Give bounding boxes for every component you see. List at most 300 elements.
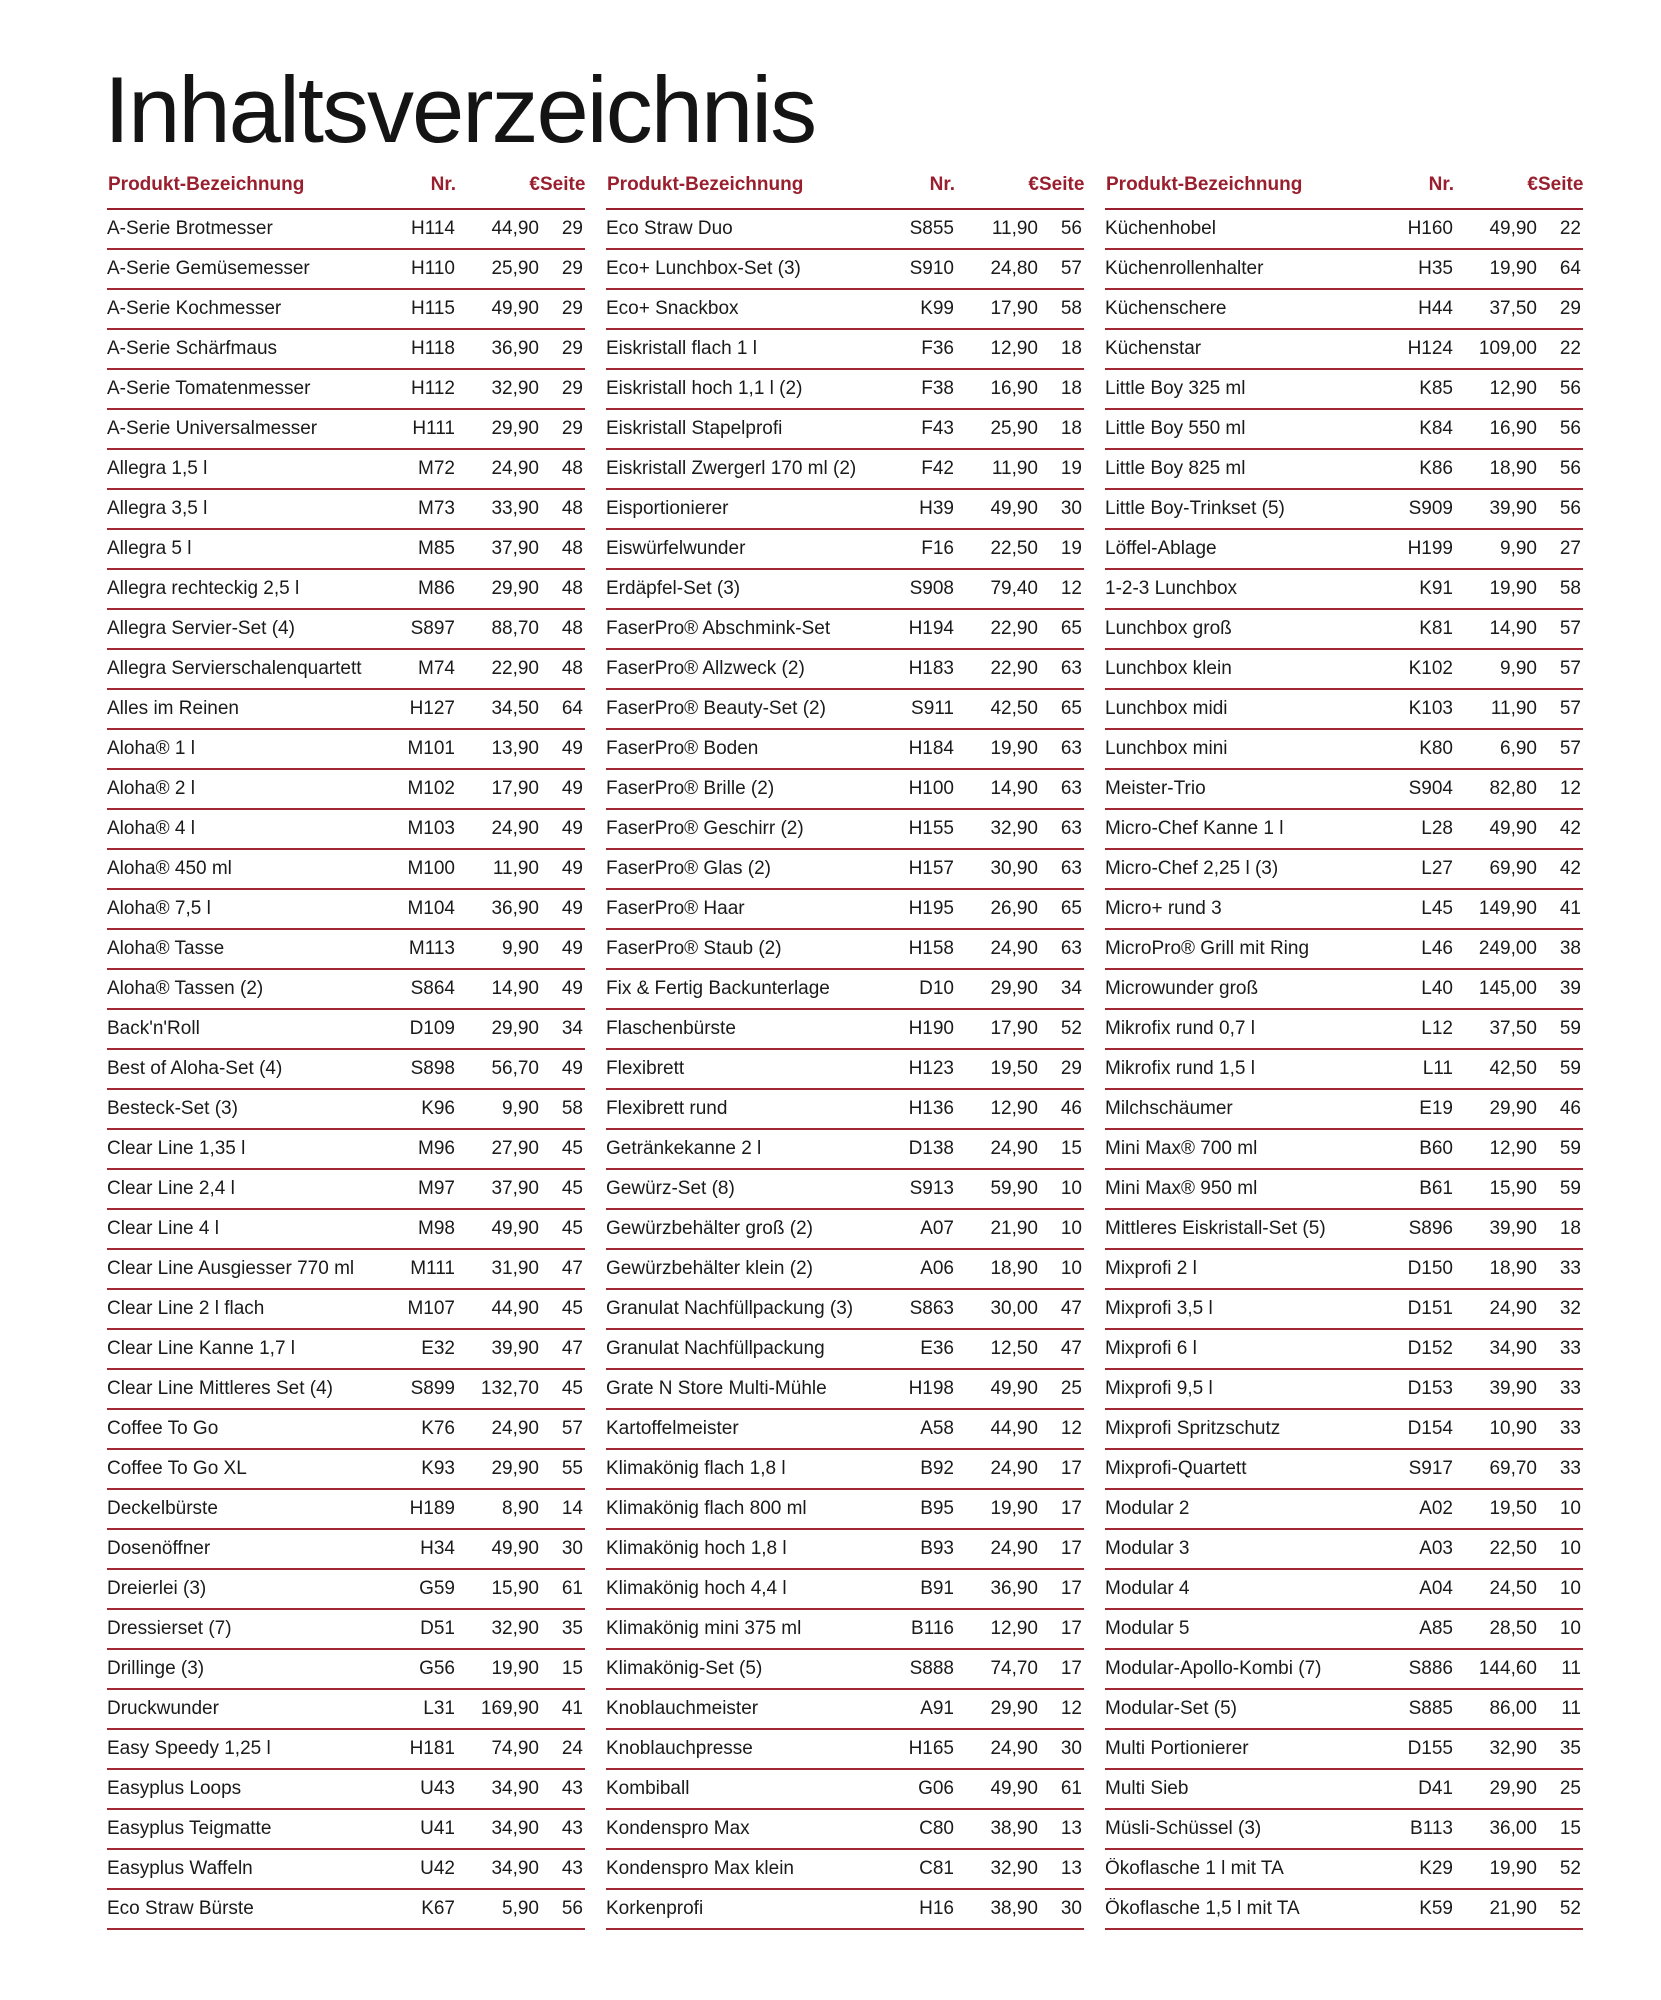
catalog-page: 43 (561, 1858, 583, 1879)
product-number: H198 (908, 1378, 954, 1399)
catalog-page: 39 (1559, 978, 1581, 999)
table-row (107, 1570, 585, 1610)
product-number: C81 (919, 1858, 954, 1879)
product-price: 82,80 (1489, 778, 1537, 799)
catalog-page: 46 (1060, 1098, 1082, 1119)
table-row (107, 450, 585, 490)
table-row (1105, 930, 1583, 970)
table-row (107, 1890, 585, 1930)
catalog-page: 43 (561, 1778, 583, 1799)
table-row (606, 1850, 1084, 1890)
catalog-page: 52 (1060, 1018, 1082, 1039)
table-row (1105, 1490, 1583, 1530)
product-number: S909 (1408, 498, 1453, 519)
product-name: Micro-Chef 2,25 l (3) (1105, 858, 1279, 879)
product-price: 11,90 (1490, 698, 1537, 719)
product-number: C80 (919, 1818, 954, 1839)
catalog-page: 63 (1060, 858, 1082, 879)
product-name: Klimakönig hoch 4,4 l (606, 1578, 787, 1599)
product-number: B113 (1410, 1818, 1453, 1839)
catalog-page: 47 (561, 1258, 583, 1279)
product-number: M85 (418, 538, 455, 559)
catalog-page: 41 (1559, 898, 1581, 919)
product-number: S888 (909, 1658, 954, 1679)
product-number: F43 (921, 418, 954, 439)
product-price: 59,90 (990, 1178, 1038, 1199)
catalog-page: 18 (1060, 418, 1082, 439)
product-name: Deckelbürste (107, 1498, 218, 1519)
catalog-page: 42 (1559, 858, 1581, 879)
product-price: 12,90 (990, 1098, 1038, 1119)
product-price: 86,00 (1489, 1698, 1537, 1719)
table-row (107, 1730, 585, 1770)
product-number: K76 (421, 1418, 455, 1439)
product-price: 9,90 (502, 1098, 539, 1119)
product-price: 19,50 (990, 1058, 1038, 1079)
product-price: 32,90 (1489, 1738, 1537, 1759)
product-number: H39 (919, 498, 954, 519)
catalog-page: 30 (561, 1538, 583, 1559)
product-name: A-Serie Tomatenmesser (107, 378, 311, 399)
product-number: H183 (908, 658, 954, 679)
product-number: K59 (1419, 1898, 1453, 1919)
product-name: Easyplus Loops (107, 1778, 242, 1799)
product-name: Klimakönig-Set (5) (606, 1658, 763, 1679)
product-name: Aloha® 450 ml (107, 858, 232, 879)
product-number: H184 (908, 738, 954, 759)
product-name: Modular 5 (1105, 1618, 1190, 1639)
product-name: FaserPro® Haar (606, 898, 745, 919)
product-number: H34 (420, 1538, 455, 1559)
table-row (1105, 610, 1583, 650)
table-row (606, 1810, 1084, 1850)
product-price: 11,90 (991, 218, 1038, 239)
table-row (606, 730, 1084, 770)
table-row (606, 650, 1084, 690)
product-number: H189 (409, 1498, 455, 1519)
product-price: 17,90 (491, 778, 539, 799)
catalog-page: 29 (561, 258, 583, 279)
product-name: Best of Aloha-Set (4) (107, 1058, 283, 1079)
table-row (107, 1370, 585, 1410)
catalog-page: 24 (561, 1738, 583, 1759)
catalog-page: 48 (561, 458, 583, 479)
table-row (1105, 1050, 1583, 1090)
product-name: FaserPro® Beauty-Set (2) (606, 698, 826, 719)
catalog-page: 10 (1559, 1538, 1581, 1559)
product-price: 249,00 (1478, 938, 1537, 959)
catalog-page: 12 (1559, 778, 1581, 799)
product-name: FaserPro® Brille (2) (606, 778, 775, 799)
product-price: 14,90 (491, 978, 539, 999)
catalog-page: 30 (1060, 1898, 1082, 1919)
catalog-page: 10 (1559, 1498, 1581, 1519)
product-name: Alles im Reinen (107, 698, 239, 719)
product-price: 24,90 (491, 458, 539, 479)
product-number: B95 (920, 1498, 954, 1519)
catalog-page: 13 (1060, 1858, 1082, 1879)
product-name: Knoblauchpresse (606, 1738, 753, 1759)
product-name: Eiskristall hoch 1,1 l (2) (606, 378, 803, 399)
product-number: M103 (407, 818, 455, 839)
header-page: Seite (1039, 174, 1085, 195)
table-row (107, 570, 585, 610)
header-number: Nr. (929, 174, 955, 195)
product-name: Meister-Trio (1105, 778, 1206, 799)
product-number: K29 (1419, 1858, 1453, 1879)
product-number: A85 (1419, 1618, 1453, 1639)
product-price: 29,90 (491, 1458, 539, 1479)
product-price: 5,90 (502, 1898, 539, 1919)
catalog-page: 35 (561, 1618, 583, 1639)
product-price: 10,90 (1489, 1418, 1537, 1439)
product-price: 149,90 (1478, 898, 1537, 919)
catalog-page: 49 (561, 978, 583, 999)
table-row (107, 1530, 585, 1570)
product-name: Allegra Servier-Set (4) (107, 618, 295, 639)
product-price: 24,90 (990, 1458, 1038, 1479)
product-name: Micro-Chef Kanne 1 l (1105, 818, 1284, 839)
product-price: 39,90 (1489, 1218, 1537, 1239)
header-price: € (529, 174, 540, 195)
product-price: 29,90 (990, 978, 1038, 999)
product-name: Kondenspro Max klein (606, 1858, 794, 1879)
product-price: 22,90 (990, 658, 1038, 679)
product-number: K81 (1419, 618, 1453, 639)
catalog-page: 17 (1060, 1578, 1082, 1599)
column-header (1105, 162, 1583, 210)
table-row (107, 1650, 585, 1690)
catalog-page: 17 (1060, 1538, 1082, 1559)
product-number: B92 (920, 1458, 954, 1479)
product-price: 69,70 (1489, 1458, 1537, 1479)
product-name: Gewürz-Set (8) (606, 1178, 735, 1199)
product-name: Allegra 5 l (107, 538, 192, 559)
product-price: 36,90 (491, 338, 539, 359)
product-number: F38 (921, 378, 954, 399)
product-price: 49,90 (1489, 218, 1537, 239)
product-price: 32,90 (491, 378, 539, 399)
product-number: H44 (1418, 298, 1453, 319)
product-price: 34,90 (491, 1778, 539, 1799)
product-price: 38,90 (990, 1818, 1038, 1839)
product-number: H118 (410, 338, 455, 359)
table-row (1105, 1330, 1583, 1370)
product-name: Little Boy 825 ml (1105, 458, 1246, 479)
table-row (107, 890, 585, 930)
catalog-page: 34 (561, 1018, 583, 1039)
table-row (606, 1050, 1084, 1090)
product-name: Little Boy-Trinkset (5) (1105, 498, 1285, 519)
product-number: H16 (919, 1898, 954, 1919)
product-number: M98 (418, 1218, 455, 1239)
product-name: Eiskristall Stapelprofi (606, 418, 783, 439)
catalog-page: 35 (1559, 1738, 1581, 1759)
product-name: Kombiball (606, 1778, 690, 1799)
product-number: F42 (921, 458, 954, 479)
product-price: 19,90 (990, 738, 1038, 759)
product-number: H190 (908, 1018, 954, 1039)
catalog-page: 17 (1060, 1498, 1082, 1519)
table-row (107, 490, 585, 530)
table-row (1105, 250, 1583, 290)
product-name: Lunchbox klein (1105, 658, 1232, 679)
product-number: M72 (418, 458, 455, 479)
catalog-page: 30 (1060, 1738, 1082, 1759)
product-name: Klimakönig mini 375 ml (606, 1618, 802, 1639)
product-price: 24,90 (491, 818, 539, 839)
catalog-page: 33 (1559, 1258, 1581, 1279)
table-row (1105, 970, 1583, 1010)
product-name: Klimakönig flach 800 ml (606, 1498, 807, 1519)
product-name: Coffee To Go XL (107, 1458, 247, 1479)
header-product-name: Produkt-Bezeichnung (108, 174, 305, 195)
product-price: 29,90 (990, 1698, 1038, 1719)
product-name: Granulat Nachfüllpackung (3) (606, 1298, 854, 1319)
product-name: Easy Speedy 1,25 l (107, 1738, 271, 1759)
table-row (107, 1090, 585, 1130)
table-row (107, 1770, 585, 1810)
table-row (107, 250, 585, 290)
product-number: H114 (410, 218, 455, 239)
product-number: H158 (908, 938, 954, 959)
product-name: Druckwunder (107, 1698, 219, 1719)
product-number: K93 (421, 1458, 455, 1479)
product-price: 37,50 (1489, 298, 1537, 319)
product-number: H165 (908, 1738, 954, 1759)
catalog-page: 29 (561, 338, 583, 359)
header-page: Seite (540, 174, 586, 195)
product-number: D154 (1407, 1418, 1453, 1439)
table-row (1105, 1850, 1583, 1890)
product-number: L45 (1421, 898, 1453, 919)
product-name: Müsli-Schüssel (3) (1105, 1818, 1262, 1839)
product-price: 69,90 (1489, 858, 1537, 879)
catalog-page: 57 (1559, 738, 1581, 759)
table-row (606, 330, 1084, 370)
product-number: B60 (1419, 1138, 1453, 1159)
catalog-page: 25 (1559, 1778, 1581, 1799)
product-name: Drillinge (3) (107, 1658, 205, 1679)
toc-rows (606, 210, 1084, 1930)
catalog-page: 22 (1559, 218, 1581, 239)
catalog-page: 33 (1559, 1378, 1581, 1399)
catalog-page: 49 (561, 778, 583, 799)
table-row (606, 530, 1084, 570)
product-price: 169,90 (480, 1698, 539, 1719)
product-price: 29,90 (1489, 1098, 1537, 1119)
product-number: K103 (1408, 698, 1453, 719)
product-number: K91 (1419, 578, 1453, 599)
product-name: Dressierset (7) (107, 1618, 232, 1639)
product-name: Besteck-Set (3) (107, 1098, 238, 1119)
product-number: D151 (1407, 1298, 1453, 1319)
product-number: S855 (909, 218, 954, 239)
table-row (1105, 1890, 1583, 1930)
table-row (1105, 1730, 1583, 1770)
product-name: Flexibrett rund (606, 1098, 728, 1119)
product-name: Easyplus Teigmatte (107, 1818, 272, 1839)
product-price: 34,90 (491, 1818, 539, 1839)
product-price: 29,90 (491, 1018, 539, 1039)
product-price: 34,50 (491, 698, 539, 719)
product-price: 49,90 (491, 1218, 539, 1239)
product-name: Lunchbox mini (1105, 738, 1228, 759)
product-name: A-Serie Schärfmaus (107, 338, 278, 359)
product-number: S897 (410, 618, 455, 639)
product-number: M100 (407, 858, 455, 879)
table-row (606, 1650, 1084, 1690)
catalog-page: 41 (561, 1698, 583, 1719)
product-price: 19,90 (491, 1658, 539, 1679)
product-price: 19,90 (1489, 258, 1537, 279)
catalog-page: 29 (561, 218, 583, 239)
product-price: 28,50 (1489, 1618, 1537, 1639)
product-name: Multi Sieb (1105, 1778, 1189, 1799)
catalog-page: 47 (561, 1338, 583, 1359)
product-number: S863 (909, 1298, 954, 1319)
catalog-page: 59 (1559, 1018, 1581, 1039)
table-row (107, 410, 585, 450)
product-price: 42,50 (990, 698, 1038, 719)
product-price: 29,90 (491, 578, 539, 599)
product-price: 14,90 (990, 778, 1038, 799)
product-price: 24,90 (491, 1418, 539, 1439)
product-price: 44,90 (990, 1418, 1038, 1439)
table-row (107, 530, 585, 570)
table-row (1105, 1770, 1583, 1810)
table-row (606, 410, 1084, 450)
product-name: Klimakönig hoch 1,8 l (606, 1538, 787, 1559)
product-price: 56,70 (491, 1058, 539, 1079)
catalog-page: 15 (1559, 1818, 1581, 1839)
product-name: Lunchbox groß (1105, 618, 1232, 639)
product-name: Coffee To Go (107, 1418, 219, 1439)
catalog-page: 61 (1060, 1778, 1082, 1799)
product-name: Gewürzbehälter groß (2) (606, 1218, 813, 1239)
product-number: A06 (920, 1258, 954, 1279)
product-price: 79,40 (990, 578, 1038, 599)
table-row (107, 1690, 585, 1730)
product-name: FaserPro® Boden (606, 738, 759, 759)
product-price: 32,90 (491, 1618, 539, 1639)
table-row (107, 1330, 585, 1370)
product-number: U43 (420, 1778, 455, 1799)
catalog-page: 11 (1561, 1658, 1581, 1679)
table-row (606, 770, 1084, 810)
catalog-page: 49 (561, 898, 583, 919)
table-row (606, 1490, 1084, 1530)
product-name: Allegra 1,5 l (107, 458, 208, 479)
table-row (1105, 210, 1583, 250)
catalog-page: 57 (1559, 618, 1581, 639)
catalog-page: 65 (1060, 898, 1082, 919)
product-name: Clear Line Mittleres Set (4) (107, 1378, 333, 1399)
product-name: Clear Line Kanne 1,7 l (107, 1338, 296, 1359)
product-name: Aloha® 1 l (107, 738, 195, 759)
product-name: Fix & Fertig Backunterlage (606, 978, 830, 999)
header-page: Seite (1538, 174, 1584, 195)
catalog-page: 18 (1060, 378, 1082, 399)
product-name: Allegra rechteckig 2,5 l (107, 578, 300, 599)
product-number: S904 (1408, 778, 1453, 799)
catalog-page: 47 (1060, 1338, 1082, 1359)
header-product-name: Produkt-Bezeichnung (607, 174, 804, 195)
product-name: Eiswürfelwunder (606, 538, 746, 559)
catalog-page: 64 (561, 698, 583, 719)
product-name: A-Serie Brotmesser (107, 218, 273, 239)
product-number: M107 (407, 1298, 455, 1319)
table-row (606, 570, 1084, 610)
table-row (606, 890, 1084, 930)
product-name: Mini Max® 700 ml (1105, 1138, 1258, 1159)
product-name: Mixprofi 9,5 l (1105, 1378, 1213, 1399)
product-price: 22,90 (491, 658, 539, 679)
product-number: L31 (423, 1698, 455, 1719)
catalog-page: 49 (561, 858, 583, 879)
product-number: U41 (420, 1818, 455, 1839)
product-price: 37,90 (491, 538, 539, 559)
table-row (606, 1170, 1084, 1210)
table-row (1105, 1610, 1583, 1650)
table-row (1105, 1810, 1583, 1850)
product-name: Granulat Nachfüllpackung (606, 1338, 825, 1359)
product-name: Modular-Set (5) (1105, 1698, 1237, 1719)
product-price: 49,90 (990, 1378, 1038, 1399)
product-name: Aloha® 4 l (107, 818, 195, 839)
catalog-page: 56 (1559, 458, 1581, 479)
catalog-page: 63 (1060, 738, 1082, 759)
catalog-page: 42 (1559, 818, 1581, 839)
product-price: 49,90 (491, 1538, 539, 1559)
product-name: 1-2-3 Lunchbox (1105, 578, 1238, 599)
product-number: M96 (418, 1138, 455, 1159)
product-number: M113 (408, 938, 455, 959)
product-name: Mikrofix rund 1,5 l (1105, 1058, 1255, 1079)
table-row (1105, 1450, 1583, 1490)
table-row (107, 1450, 585, 1490)
product-number: H115 (410, 298, 455, 319)
catalog-page: 48 (561, 538, 583, 559)
product-name: Micro+ rund 3 (1105, 898, 1222, 919)
table-row (107, 1010, 585, 1050)
product-number: S913 (909, 1178, 954, 1199)
product-name: Eco+ Snackbox (606, 298, 739, 319)
product-name: FaserPro® Abschmink-Set (606, 618, 831, 639)
table-row (606, 370, 1084, 410)
product-price: 29,90 (1489, 1778, 1537, 1799)
product-price: 49,90 (990, 1778, 1038, 1799)
product-price: 34,90 (1489, 1338, 1537, 1359)
table-row (1105, 1370, 1583, 1410)
product-number: E36 (920, 1338, 954, 1359)
catalog-page: 43 (561, 1818, 583, 1839)
product-name: Little Boy 550 ml (1105, 418, 1246, 439)
catalog-page: 58 (1060, 298, 1082, 319)
table-row (606, 490, 1084, 530)
catalog-page: 29 (1559, 298, 1581, 319)
catalog-page: 29 (561, 378, 583, 399)
product-price: 21,90 (1489, 1898, 1537, 1919)
product-name: Clear Line 1,35 l (107, 1138, 246, 1159)
product-name: Little Boy 325 ml (1105, 378, 1246, 399)
table-row (1105, 1650, 1583, 1690)
table-row (107, 690, 585, 730)
catalog-page: 29 (561, 298, 583, 319)
table-row (606, 970, 1084, 1010)
table-row (606, 250, 1084, 290)
product-name: Mittleres Eiskristall-Set (5) (1105, 1218, 1326, 1239)
